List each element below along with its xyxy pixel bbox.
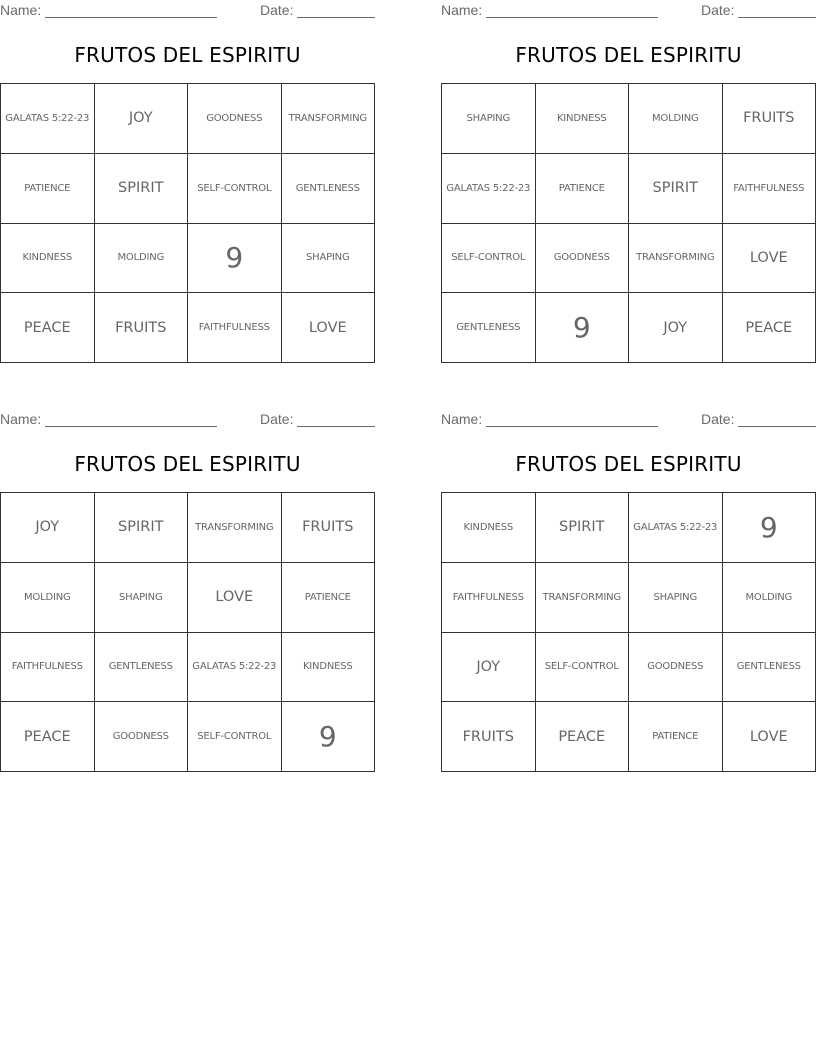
card-title: FRUTOS DEL ESPIRITU [74,43,301,67]
bingo-cell: JOY [95,84,189,154]
bingo-card-1 [0,0,375,370]
name-label: Name: [441,2,483,18]
name-blank-line [45,426,217,427]
bingo-cell: MOLDING [629,84,723,154]
bingo-cell: GENTLENESS [95,633,189,703]
date-label: Date: [701,2,735,18]
bingo-cell: FAITHFULNESS [188,293,282,363]
bingo-cell: 9 [536,293,630,363]
bingo-cell: GOODNESS [536,224,630,294]
bingo-cell: TRANSFORMING [536,563,630,633]
bingo-cell: SHAPING [95,563,189,633]
bingo-cell: PEACE [723,293,816,363]
bingo-cell: GALATAS 5:22-23 [629,493,723,563]
bingo-card-4 [441,409,816,779]
bingo-cell: FAITHFULNESS [1,633,95,703]
name-blank-line [486,426,658,427]
bingo-cell: 9 [188,224,282,294]
date-blank-line [738,17,816,18]
bingo-cell: SELF-CONTROL [188,702,282,772]
bingo-cell: PATIENCE [1,154,95,224]
bingo-cell: MOLDING [723,563,816,633]
bingo-cell: GOODNESS [95,702,189,772]
bingo-cell: PATIENCE [536,154,630,224]
bingo-cell: SELF-CONTROL [188,154,282,224]
bingo-cell: PEACE [1,293,95,363]
bingo-cell: SPIRIT [95,493,189,563]
bingo-cell: LOVE [723,702,816,772]
bingo-cell: SPIRIT [629,154,723,224]
card-title: FRUTOS DEL ESPIRITU [74,452,301,476]
bingo-cell: PATIENCE [629,702,723,772]
bingo-cell: FRUITS [723,84,816,154]
card-title: FRUTOS DEL ESPIRITU [515,452,742,476]
bingo-cell: GOODNESS [188,84,282,154]
bingo-cell: SELF-CONTROL [536,633,630,703]
bingo-cell: KINDNESS [1,224,95,294]
bingo-grid [441,83,816,363]
bingo-cell: GALATAS 5:22-23 [442,154,536,224]
card-header [0,411,375,429]
bingo-grid [0,83,375,363]
bingo-cell: FAITHFULNESS [723,154,816,224]
card-header [0,2,375,20]
bingo-cell: PATIENCE [282,563,376,633]
bingo-cell: SHAPING [629,563,723,633]
bingo-cell: GENTLENESS [442,293,536,363]
bingo-cell: SPIRIT [95,154,189,224]
bingo-cell: JOY [1,493,95,563]
date-label: Date: [260,411,294,427]
bingo-cell: 9 [282,702,376,772]
bingo-cell: MOLDING [1,563,95,633]
bingo-cell: KINDNESS [536,84,630,154]
bingo-cell: FAITHFULNESS [442,563,536,633]
bingo-card-3 [0,409,375,779]
bingo-grid [0,492,375,772]
bingo-cell: FRUITS [282,493,376,563]
bingo-cell: LOVE [188,563,282,633]
bingo-cell: TRANSFORMING [629,224,723,294]
bingo-cell: SPIRIT [536,493,630,563]
date-blank-line [738,426,816,427]
date-blank-line [297,426,375,427]
bingo-cell: TRANSFORMING [188,493,282,563]
bingo-cell: GOODNESS [629,633,723,703]
card-title: FRUTOS DEL ESPIRITU [515,43,742,67]
bingo-cell: KINDNESS [442,493,536,563]
name-label: Name: [0,411,42,427]
card-header [441,411,816,429]
bingo-cell: PEACE [1,702,95,772]
bingo-cell: FRUITS [95,293,189,363]
bingo-cell: JOY [629,293,723,363]
bingo-cell: 9 [723,493,816,563]
card-header [441,2,816,20]
bingo-cell: MOLDING [95,224,189,294]
date-blank-line [297,17,375,18]
date-label: Date: [260,2,294,18]
bingo-cell: GENTLENESS [723,633,816,703]
bingo-cell: GALATAS 5:22-23 [188,633,282,703]
name-label: Name: [0,2,42,18]
bingo-cell: JOY [442,633,536,703]
bingo-cell: LOVE [723,224,816,294]
bingo-cell: KINDNESS [282,633,376,703]
bingo-cell: SHAPING [282,224,376,294]
date-label: Date: [701,411,735,427]
name-blank-line [486,17,658,18]
bingo-cell: GENTLENESS [282,154,376,224]
bingo-cell: SELF-CONTROL [442,224,536,294]
bingo-cell: LOVE [282,293,376,363]
name-blank-line [45,17,217,18]
name-label: Name: [441,411,483,427]
bingo-cell: GALATAS 5:22-23 [1,84,95,154]
bingo-card-2 [441,0,816,370]
bingo-grid [441,492,816,772]
bingo-cell: FRUITS [442,702,536,772]
bingo-cell: TRANSFORMING [282,84,376,154]
bingo-cell: SHAPING [442,84,536,154]
bingo-cell: PEACE [536,702,630,772]
